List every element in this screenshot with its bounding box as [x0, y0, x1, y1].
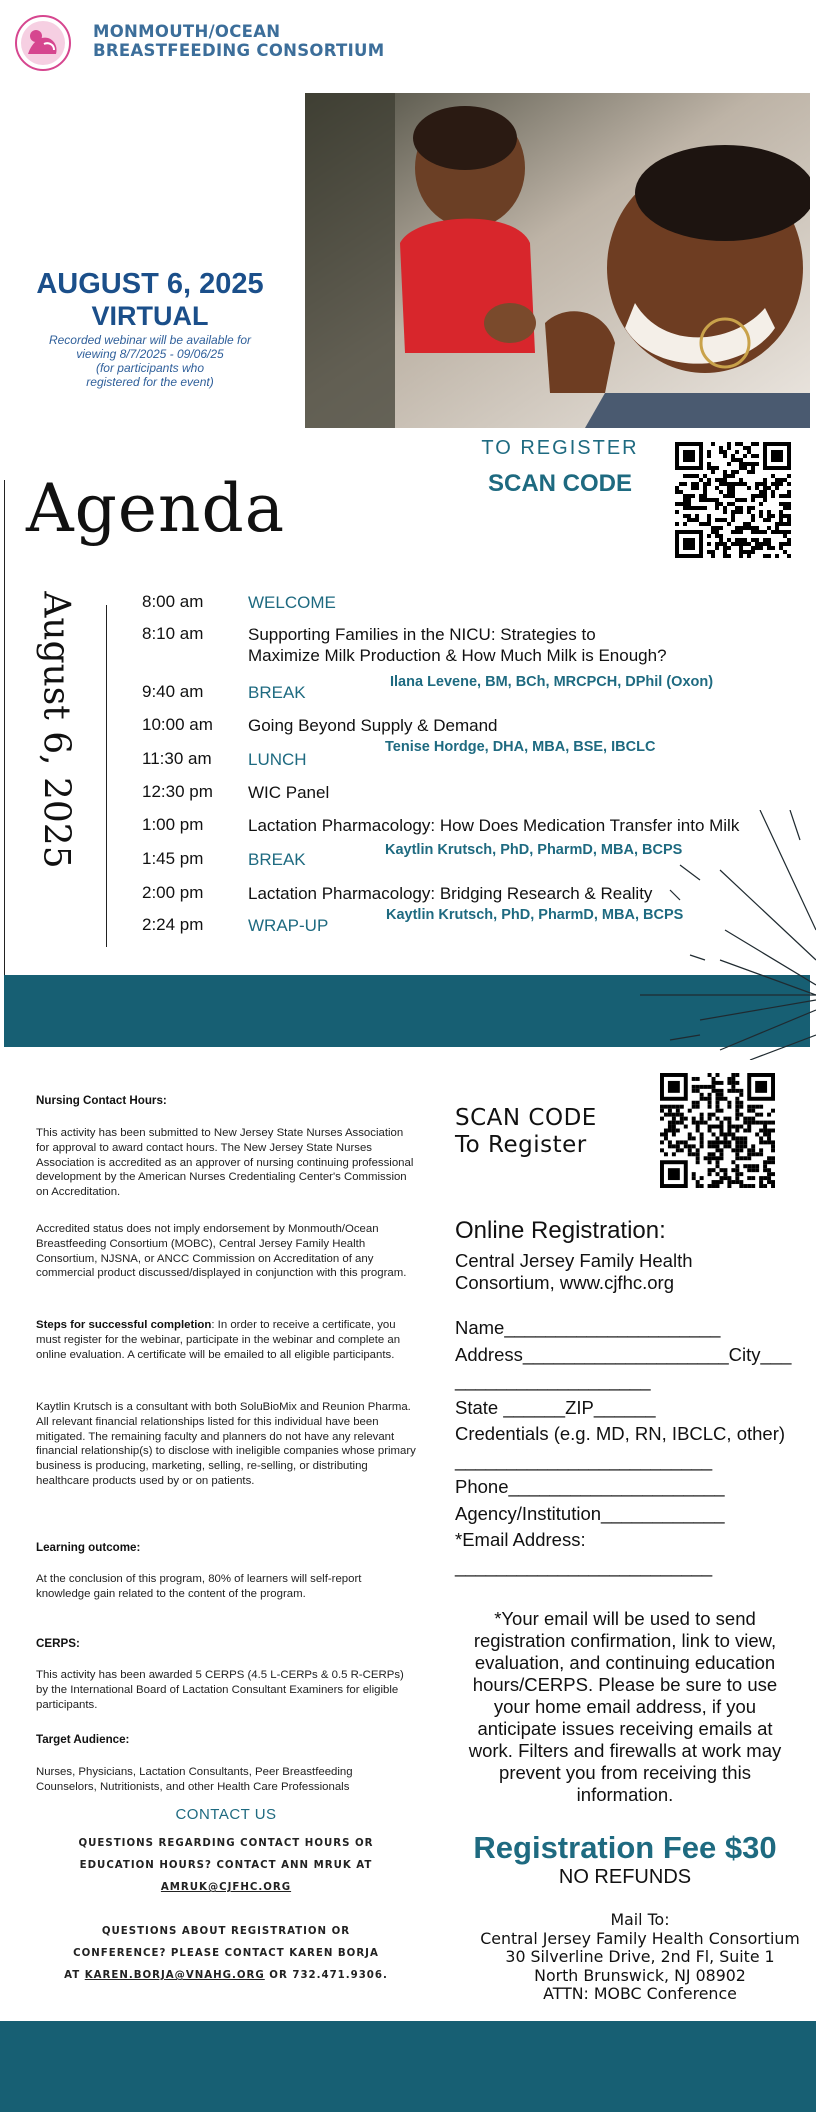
nursing-heading-text: Nursing Contact Hours:: [36, 1094, 167, 1107]
form-email-label: *Email Address:: [455, 1529, 586, 1550]
form-address-cont-field[interactable]: ___________________: [455, 1370, 651, 1391]
vertical-date-text: August 6, 2025: [35, 591, 77, 869]
agenda-item: Lactation Pharmacology: Bridging Research & Reality: [248, 884, 653, 903]
learning-paragraph: At the conclusion of this program, 80% of learners will self-report knowledge gain related to the content of the program.: [36, 1573, 362, 1600]
mailing-address: [470, 1911, 810, 2004]
scan-code-heading: [455, 1105, 597, 1159]
audience-paragraph: Nurses, Physicians, Lactation Consultants, Peer Breastfeeding Counselors, Nutritionists, and other Health Care Professionals: [36, 1766, 353, 1793]
agenda-time: 10:00 am: [142, 715, 213, 734]
nursing-paragraph: Accredited status does not imply endorsement by Monmouth/Ocean Breastfeeding Consortium (MOBC), Central Jersey Family Health Consortium, NJSNA, or ANCC Commission on Accreditation of any commercial product discussed/displayed in conjunction with this program.: [36, 1223, 407, 1280]
agenda-item: WIC Panel: [248, 783, 330, 802]
vertical-date: [8, 591, 104, 869]
recorded-note: [30, 333, 270, 389]
recorded-note-line: Recorded webinar will be available for: [48, 333, 252, 347]
cerps-paragraph: This activity has been awarded 5 CERPS (4.5 L-CERPs & 0.5 R-CERPs) by the International Board of Lactation Consultant Examiners for eligible participants.: [36, 1669, 404, 1711]
left-rule: [4, 480, 5, 1047]
agenda-time: 8:10 am: [142, 624, 204, 643]
speaker-name: Tenise Hordge, DHA, MBA, BSE, IBCLC: [385, 739, 656, 755]
audience-heading: [36, 1733, 416, 1748]
agenda-item: BREAK: [248, 683, 306, 702]
contact-title: CONTACT US: [175, 1806, 277, 1823]
contact-email-link[interactable]: AMRUK@CJFHC.ORG: [160, 1882, 292, 1893]
mail-line: 30 Silverline Drive, 2nd Fl, Suite 1: [505, 1947, 775, 1967]
email-note: *Your email will be used to send registration confirmation, link to view, evaluation, and continuing education hours/CERPS. Please be sure to use your home email address, if you anticipate issues receiving emails at work. Filters and firewalls at work may prevent you from receiving this information.: [468, 1608, 782, 1805]
mail-line: ATTN: MOBC Conference: [543, 1984, 737, 2004]
online-registration-title: Online Registration:: [455, 1217, 666, 1244]
nursing-heading: [36, 1094, 416, 1109]
event-date: AUGUST 6, 2025: [36, 268, 264, 300]
cerps-heading: [36, 1637, 416, 1652]
agenda-item: LUNCH: [248, 750, 307, 769]
contact-email-link[interactable]: KAREN.BORJA@VNAHG.ORG: [84, 1970, 265, 1981]
contact-line: CONFERENCE? PLEASE CONTACT KAREN BORJA: [73, 1948, 379, 1959]
mail-line: North Brunswick, NJ 08902: [534, 1965, 746, 1985]
org-name-line2: BREASTFEEDING CONSORTIUM: [93, 41, 385, 60]
agenda-time: 8:00 am: [142, 592, 204, 611]
agenda-item: Supporting Families in the NICU: Strategies to: [248, 625, 596, 644]
mail-line: Mail To:: [610, 1910, 670, 1929]
decorative-rays: [640, 810, 816, 1060]
agenda-time: 12:30 pm: [142, 782, 213, 801]
contact-question-1: [36, 1833, 416, 1899]
recorded-note-line: (for participants who: [95, 361, 205, 375]
contact-question-2: [36, 1921, 416, 1987]
photo-illustration: [305, 93, 810, 428]
disclosure-paragraph: Kaytlin Krutsch is a consultant with both SoluBioMix and Reunion Pharma. All relevant financial relationships listed for this individual have been mitigated. The remaining faculty and planners do not have any relevant financial relationship(s) to disclose with ineligible companies whose primary business is producing, marketing, selling, re-selling, or distributing healthcare products used by or on patients.: [36, 1401, 416, 1487]
form-state-zip-field[interactable]: State ______ZIP______: [455, 1396, 656, 1418]
scan-code-line: To Register: [455, 1132, 587, 1158]
registration-org-line: Central Jersey Family Health: [455, 1250, 693, 1271]
registration-fee: Registration Fee $30: [473, 1830, 777, 1865]
recorded-note-line: viewing 8/7/2025 - 09/06/25: [76, 347, 224, 361]
steps-paragraph: [36, 1318, 416, 1362]
contact-line: EDUCATION HOURS? CONTACT ANN MRUK AT: [79, 1860, 373, 1871]
speaker-name: Kaytlin Krutsch, PhD, PharmD, MBA, BCPS: [386, 907, 684, 923]
nursing-paragraph: This activity has been submitted to New Jersey State Nurses Association for approval to award contact hours. The New Jersey State Nurses Association is accredited as an approver of nursing continuing professional development by the American Nurses Credentialing Center's Commission on Accreditation.: [36, 1127, 414, 1199]
agenda-time: 11:30 am: [142, 749, 212, 768]
scan-code-line: SCAN CODE: [455, 1105, 597, 1131]
contact-at: AT: [64, 1970, 85, 1981]
no-refunds: NO REFUNDS: [558, 1866, 692, 1888]
agenda-item: WELCOME: [248, 593, 336, 612]
agenda-time: 1:00 pm: [142, 815, 204, 834]
agenda-time: 2:00 pm: [142, 883, 204, 902]
cerps-heading-text: CERPS:: [36, 1637, 80, 1650]
registration-qr-code-2[interactable]: [660, 1073, 775, 1188]
audience-heading-text: Target Audience:: [36, 1733, 130, 1746]
org-name-line1: MONMOUTH/OCEAN: [93, 22, 281, 41]
registration-qr-code[interactable]: [675, 442, 791, 558]
form-credentials-field[interactable]: _________________________: [455, 1449, 713, 1471]
agenda-item-cont: Maximize Milk Production & How Much Milk is Enough?: [248, 646, 667, 665]
speaker-name: Ilana Levene, BM, BCh, MRCPCH, DPhil (Oxon): [390, 674, 714, 690]
form-email-field[interactable]: _________________________: [455, 1555, 713, 1577]
contact-phone: OR 732.471.9306.: [264, 1970, 388, 1981]
to-register-label: TO REGISTER: [481, 437, 639, 459]
mail-line: Central Jersey Family Health Consortium: [480, 1928, 800, 1948]
contact-line: QUESTIONS ABOUT REGISTRATION OR: [101, 1926, 351, 1937]
agenda-time: 2:24 pm: [142, 915, 204, 934]
agenda-item: Lactation Pharmacology: How Does Medication Transfer into Milk: [248, 816, 740, 835]
contact-line: [36, 1965, 416, 1987]
registration-form: [455, 1315, 805, 1580]
contact-line: QUESTIONS REGARDING CONTACT HOURS OR: [78, 1838, 374, 1849]
form-address-field[interactable]: Address____________________City___: [455, 1343, 792, 1365]
steps-text: : In order to receive a certificate, you must register for the webinar, participate in the webinar and complete an online evaluation. A certificate will be emailed to all eligible participants.: [36, 1319, 401, 1361]
registration-org-line: Consortium, www.cjfhc.org: [455, 1272, 674, 1293]
registration-org: [455, 1250, 693, 1294]
agenda-time: 9:40 am: [142, 682, 204, 701]
learning-heading: [36, 1541, 416, 1556]
agenda-rule: [106, 605, 107, 947]
steps-label: Steps for successful completion: [36, 1319, 212, 1331]
speaker-name: Kaytlin Krutsch, PhD, PharmD, MBA, BCPS: [385, 842, 683, 858]
form-name-field[interactable]: Name_____________________: [455, 1317, 721, 1338]
footer-band: [0, 2021, 816, 2112]
recorded-note-line: registered for the event): [86, 375, 214, 389]
consortium-logo: [14, 14, 72, 72]
mother-baby-photo: [305, 93, 810, 428]
scan-code-label: SCAN CODE: [487, 470, 632, 497]
agenda-item: BREAK: [248, 850, 306, 869]
learning-heading-text: Learning outcome:: [36, 1541, 141, 1554]
form-agency-field[interactable]: Agency/Institution____________: [455, 1502, 725, 1524]
agenda-time: 1:45 pm: [142, 849, 204, 868]
org-name: [93, 22, 384, 60]
agenda-item: WRAP-UP: [248, 916, 329, 935]
agenda-title: Agenda: [26, 470, 286, 547]
agenda-item: Going Beyond Supply & Demand: [248, 716, 498, 735]
form-credentials-label: Credentials (e.g. MD, RN, IBCLC, other): [455, 1423, 786, 1444]
event-format: VIRTUAL: [91, 301, 209, 331]
form-phone-field[interactable]: Phone_____________________: [455, 1476, 725, 1497]
